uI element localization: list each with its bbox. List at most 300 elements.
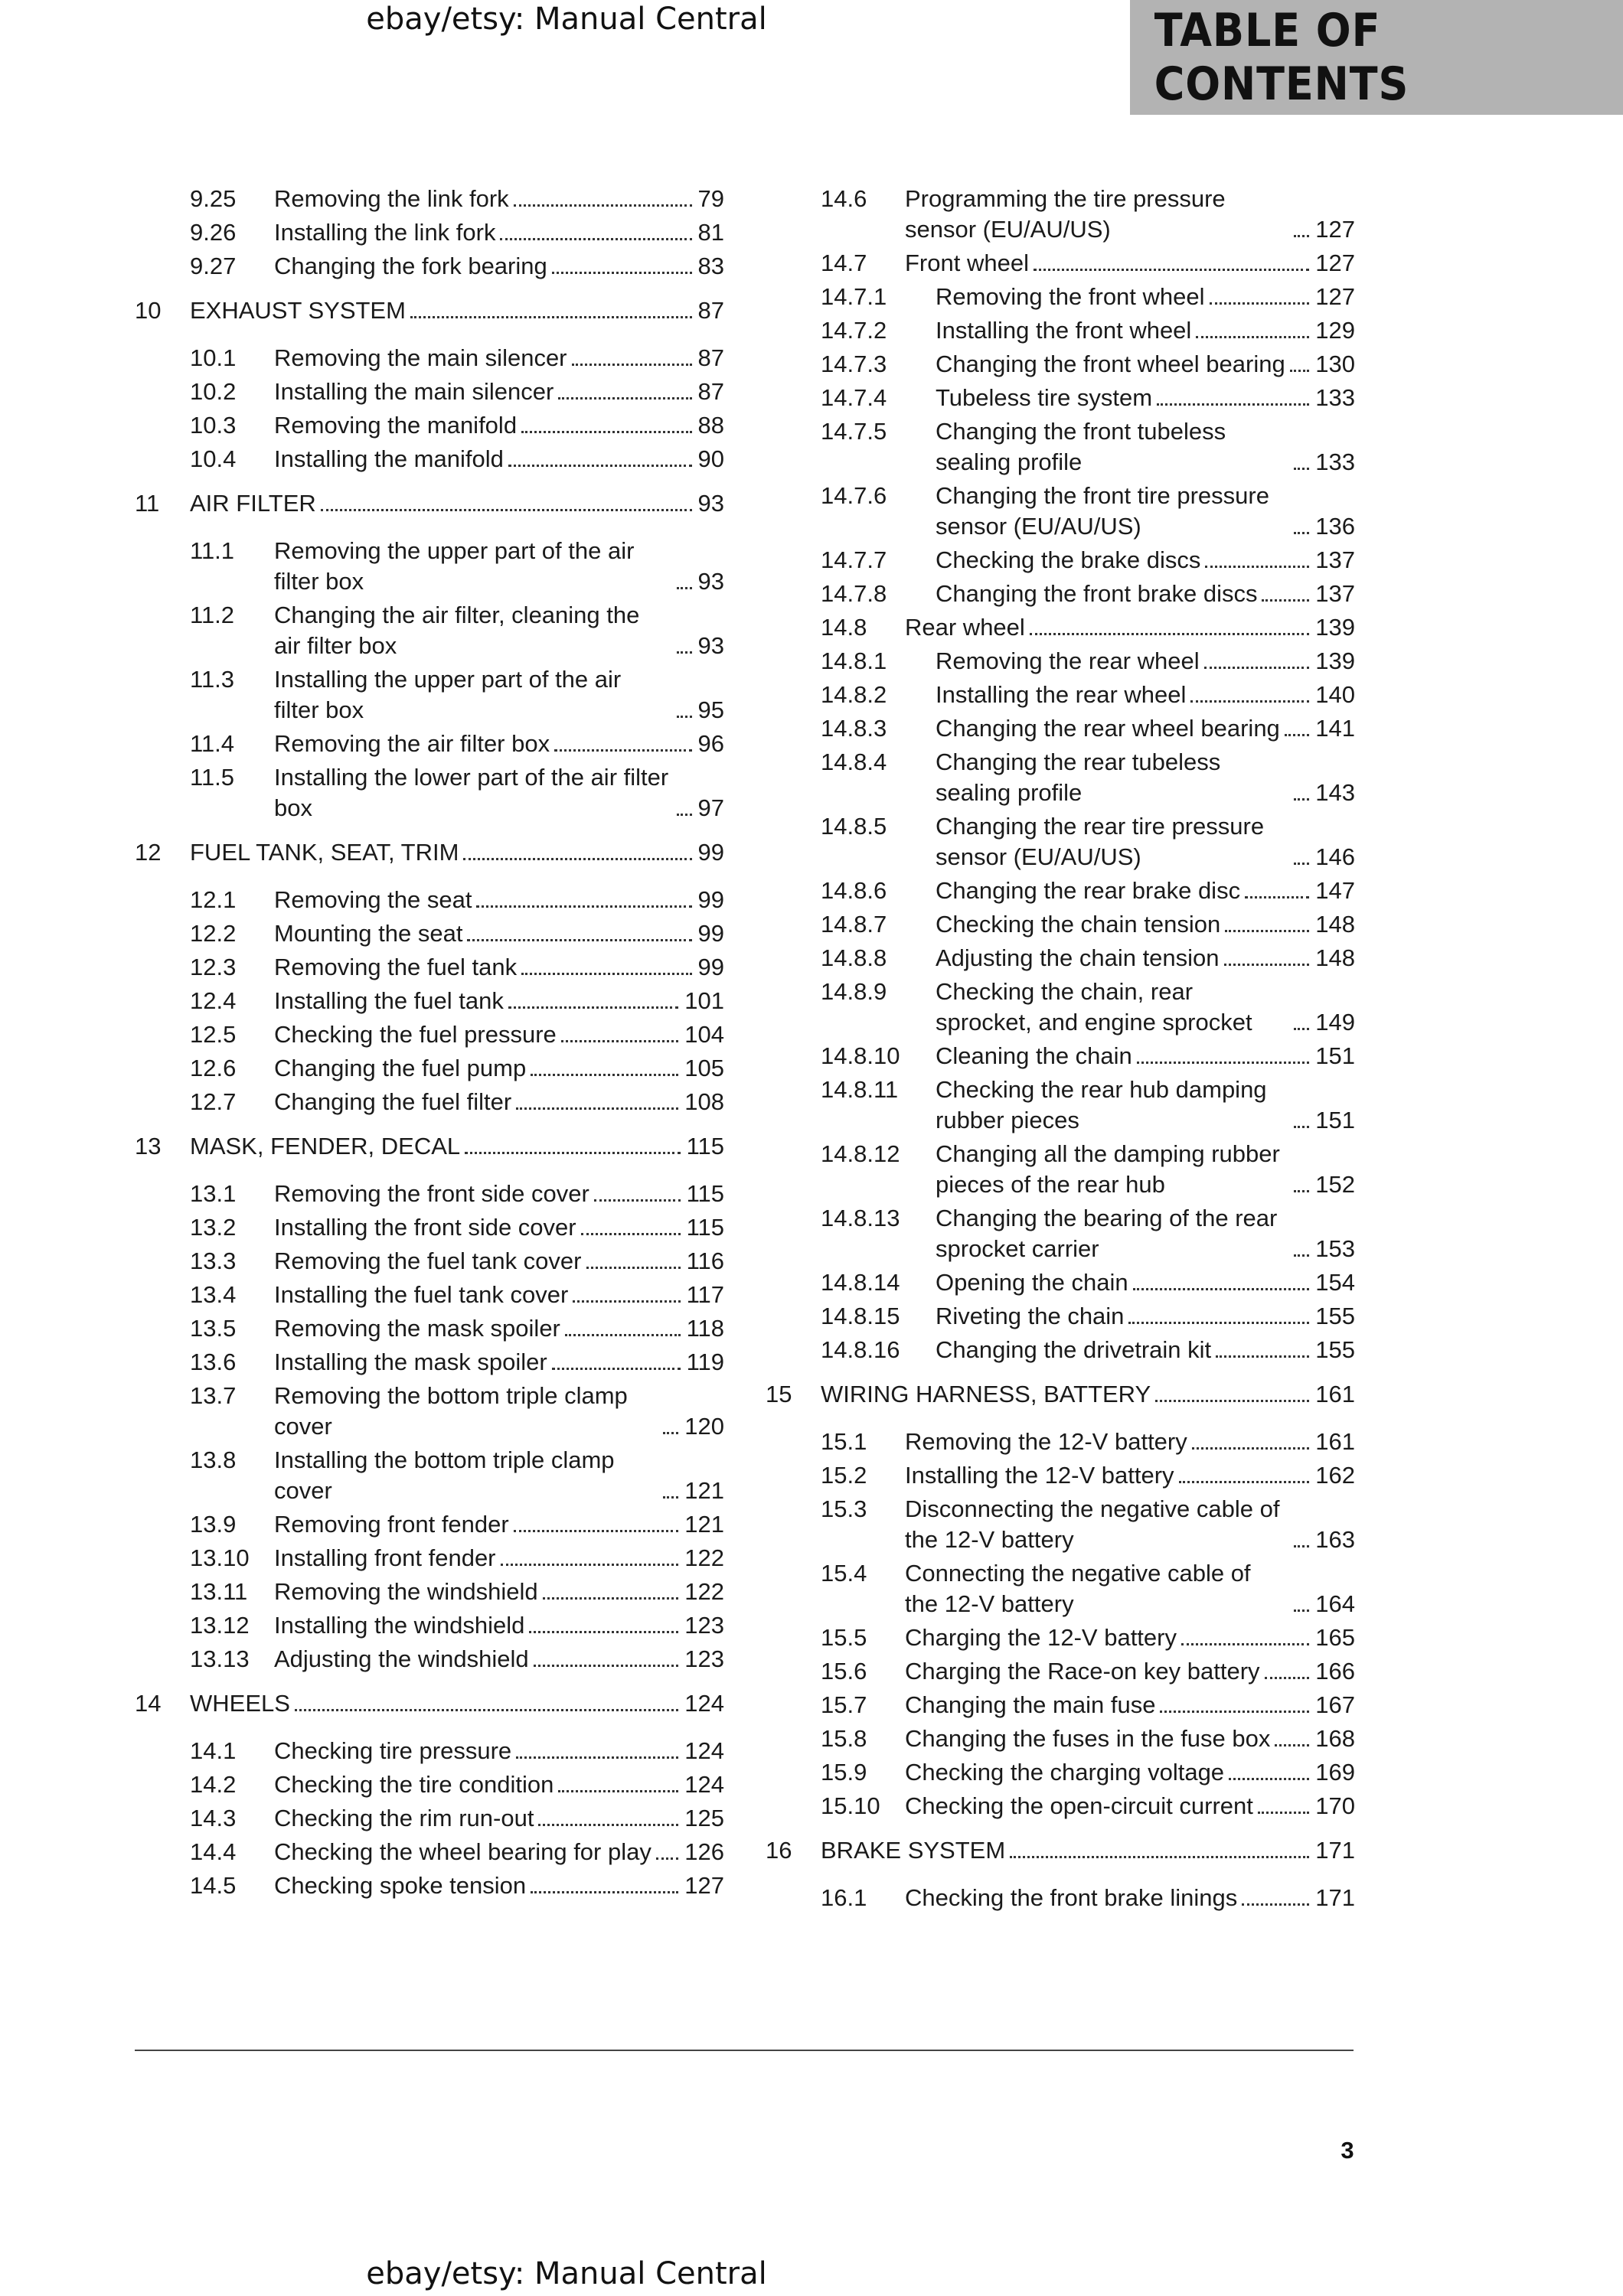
toc-entry-title: BRAKE SYSTEM [821, 1837, 1006, 1864]
toc-entry[interactable] [766, 747, 1355, 808]
toc-entry[interactable] [766, 315, 1355, 346]
toc-entry[interactable] [766, 1690, 1355, 1720]
dot-leader [1155, 1400, 1309, 1402]
toc-chapter-entry[interactable] [135, 1688, 724, 1719]
toc-entry-page: 81 [697, 219, 724, 246]
toc-entry-number: 14.8.15 [821, 1303, 900, 1329]
dot-leader [1294, 863, 1309, 865]
toc-entry[interactable] [766, 1427, 1355, 1457]
toc-chapter-entry[interactable] [135, 837, 724, 868]
toc-entry[interactable] [135, 1577, 724, 1607]
toc-entry-title: Changing the air filter, cleaning the air filter box [274, 602, 640, 659]
toc-entry-title: Removing front fender [274, 1511, 509, 1538]
dot-leader [1190, 700, 1309, 703]
toc-entry[interactable] [766, 579, 1355, 609]
toc-entry-page: 124 [684, 1771, 724, 1798]
toc-entry[interactable] [766, 1623, 1355, 1653]
toc-entry-page: 127 [1315, 283, 1355, 310]
toc-entry-number: 12.2 [190, 920, 237, 947]
dot-leader [321, 509, 692, 511]
toc-entry-number: 14.8 [821, 614, 867, 641]
toc-entry-page: 118 [686, 1315, 724, 1342]
toc-entry[interactable] [766, 943, 1355, 974]
toc-entry-page: 124 [684, 1737, 724, 1764]
watermark-bottom: ebay/etsy: Manual Central [366, 2256, 767, 2291]
toc-entry[interactable] [135, 1087, 724, 1117]
dot-leader [677, 587, 692, 589]
toc-entry-title: Removing the 12-V battery [905, 1428, 1187, 1455]
toc-entry-number: 11.1 [190, 537, 235, 564]
toc-entry-number: 11.3 [190, 666, 235, 693]
toc-entry-title: Mounting the seat [274, 920, 463, 947]
toc-entry[interactable] [135, 1347, 724, 1378]
toc-entry-title: Changing the rear brake disc [936, 877, 1241, 904]
toc-entry[interactable] [766, 977, 1355, 1038]
toc-entry[interactable] [766, 1883, 1355, 1913]
dot-leader [538, 1824, 678, 1826]
toc-entry-page: 161 [1315, 1428, 1355, 1455]
toc-entry-page: 133 [1315, 448, 1355, 475]
dot-leader [1034, 269, 1309, 271]
toc-entry-title: Opening the chain [936, 1269, 1128, 1296]
toc-entry[interactable] [135, 1837, 724, 1867]
dot-leader [1294, 468, 1309, 470]
toc-entry-title: Changing the fuel pump [274, 1055, 527, 1081]
toc-entry-title: Installing the main silencer [274, 378, 554, 405]
toc-entry[interactable] [135, 1543, 724, 1574]
toc-entry[interactable] [766, 1460, 1355, 1491]
toc-entry-number: 13.11 [190, 1578, 248, 1605]
toc-entry-page: 101 [684, 987, 724, 1014]
toc-entry-page: 115 [686, 1180, 724, 1207]
toc-entry-page: 170 [1315, 1792, 1355, 1819]
toc-entry-title: WIRING HARNESS, BATTERY [821, 1381, 1151, 1407]
toc-entry[interactable] [766, 1757, 1355, 1788]
toc-entry[interactable] [766, 1791, 1355, 1821]
dot-leader [1290, 370, 1310, 372]
dot-leader [516, 1107, 678, 1110]
dot-leader [531, 1074, 678, 1076]
dot-leader [1294, 798, 1309, 801]
toc-entry[interactable] [766, 876, 1355, 906]
dot-leader [529, 1631, 678, 1633]
dot-leader [295, 1709, 678, 1711]
section-header [1130, 0, 1623, 115]
toc-entry-page: 121 [684, 1511, 724, 1538]
toc-entry-page: 121 [684, 1477, 724, 1504]
toc-entry-page: 155 [1315, 1303, 1355, 1329]
toc-entry-title: WHEELS [190, 1690, 290, 1717]
toc-entry-title: Changing the front tire pressure sensor (EU/AU/US) [936, 482, 1269, 540]
toc-entry[interactable] [766, 1075, 1355, 1136]
dot-leader [1030, 633, 1309, 635]
toc-entry-page: 115 [686, 1214, 724, 1241]
toc-entry[interactable] [766, 545, 1355, 576]
toc-entry-page: 93 [697, 568, 724, 595]
toc-entry-title: Installing the front wheel [936, 317, 1192, 344]
toc-entry-number: 14.7.5 [821, 418, 887, 445]
dot-leader [1294, 1190, 1309, 1192]
toc-entry[interactable] [135, 1019, 724, 1050]
toc-entry-page: 151 [1315, 1042, 1355, 1069]
toc-entry-number: 12.7 [190, 1088, 237, 1115]
footer-divider [135, 2050, 1354, 2051]
dot-leader [561, 1040, 679, 1042]
dot-leader [1192, 1447, 1310, 1450]
toc-entry-page: 88 [697, 412, 724, 439]
toc-entry-page: 143 [1315, 779, 1355, 806]
toc-entry[interactable] [135, 410, 724, 441]
toc-entry-number: 14.8.11 [821, 1076, 899, 1103]
toc-entry[interactable] [135, 184, 724, 214]
toc-entry-page: 154 [1315, 1269, 1355, 1296]
toc-entry-page: 149 [1315, 1009, 1355, 1035]
toc-entry-number: 14.7.4 [821, 384, 887, 411]
toc-entry-page: 151 [1315, 1107, 1355, 1133]
toc-chapter-entry[interactable] [766, 1835, 1355, 1866]
toc-entry-page: 130 [1315, 351, 1355, 377]
toc-entry-title: Removing the fuel tank [274, 954, 518, 980]
toc-entry[interactable] [135, 986, 724, 1016]
toc-entry[interactable] [766, 1203, 1355, 1264]
toc-entry-title: Installing the windshield [274, 1612, 525, 1639]
toc-entry-number: 14.6 [821, 185, 867, 212]
dot-leader [1205, 566, 1309, 568]
toc-entry-title: Disconnecting the negative cable of the 12-V battery [905, 1495, 1280, 1553]
toc-entry-title: Installing the front side cover [274, 1214, 576, 1241]
toc-entry[interactable] [135, 1445, 724, 1506]
toc-entry-title: Removing the air filter box [274, 730, 550, 757]
toc-entry-number: 14.8.10 [821, 1042, 900, 1069]
toc-entry-title: Charging the Race-on key battery [905, 1658, 1260, 1684]
dot-leader [500, 238, 691, 240]
toc-entry-title: Installing the 12-V battery [905, 1462, 1174, 1489]
toc-entry-page: 152 [1315, 1171, 1355, 1198]
toc-entry-title: Removing the seat [274, 886, 472, 913]
dot-leader [552, 1368, 681, 1370]
toc-entry-number: 13.1 [190, 1180, 237, 1207]
toc-entry[interactable] [766, 680, 1355, 710]
toc-entry[interactable] [135, 1509, 724, 1540]
toc-entry-number: 14.7.8 [821, 580, 887, 607]
toc-entry-page: 141 [1315, 715, 1355, 742]
dot-leader [1224, 964, 1310, 966]
toc-entry-number: 13.4 [190, 1281, 237, 1308]
toc-entry-number: 14.8.12 [821, 1140, 900, 1167]
toc-entry-title: Charging the 12-V battery [905, 1624, 1177, 1651]
dot-leader [586, 1267, 681, 1269]
toc-entry-page: 124 [684, 1690, 724, 1717]
toc-entry-number: 13.3 [190, 1247, 237, 1274]
toc-entry-title: Removing the front side cover [274, 1180, 589, 1207]
toc-chapter-entry[interactable] [135, 1131, 724, 1162]
dot-leader [514, 1530, 679, 1532]
toc-entry-number: 15.5 [821, 1624, 867, 1651]
toc-entry[interactable] [135, 343, 724, 373]
toc-entry-page: 147 [1315, 877, 1355, 904]
toc-entry[interactable] [766, 1267, 1355, 1298]
dot-leader [1010, 1856, 1309, 1858]
toc-entry-number: 10 [135, 297, 162, 324]
toc-entry[interactable] [135, 1610, 724, 1641]
toc-entry-number: 14.7.2 [821, 317, 887, 344]
toc-entry[interactable] [135, 1212, 724, 1243]
dot-leader [501, 1564, 679, 1566]
toc-entry-title: Removing the mask spoiler [274, 1315, 560, 1342]
toc-entry-page: 116 [686, 1247, 724, 1274]
dot-leader [554, 749, 691, 752]
toc-entry[interactable] [766, 1301, 1355, 1332]
toc-entry-number: 13.6 [190, 1349, 237, 1375]
toc-entry[interactable] [135, 251, 724, 282]
toc-entry[interactable] [135, 918, 724, 949]
toc-entry[interactable] [135, 1179, 724, 1209]
toc-entry-number: 14.7 [821, 249, 867, 276]
toc-entry-page: 122 [684, 1544, 724, 1571]
toc-entry-title: Changing the rear tubeless sealing profile [936, 748, 1221, 806]
dot-leader [514, 204, 692, 207]
dot-leader [1181, 1643, 1309, 1645]
toc-entry-page: 171 [1315, 1837, 1355, 1864]
toc-entry-page: 90 [697, 445, 724, 472]
toc-entry-number: 10.4 [190, 445, 237, 472]
toc-entry-number: 14.8.1 [821, 647, 887, 674]
toc-entry-title: Checking the tire condition [274, 1771, 554, 1798]
dot-leader [1285, 734, 1309, 736]
dot-leader [521, 973, 691, 975]
dot-leader [572, 364, 692, 366]
toc-entry-number: 15.7 [821, 1691, 867, 1718]
toc-entry-number: 13.8 [190, 1446, 237, 1473]
toc-entry[interactable] [766, 349, 1355, 380]
toc-entry-number: 10.1 [190, 344, 237, 371]
toc-entry-page: 122 [684, 1578, 724, 1605]
toc-entry[interactable] [766, 612, 1355, 643]
toc-entry-title: Removing the windshield [274, 1578, 538, 1605]
toc-entry[interactable] [135, 600, 724, 661]
toc-entry-number: 15.1 [821, 1428, 867, 1455]
toc-entry-number: 15.2 [821, 1462, 867, 1489]
dot-leader [1262, 599, 1309, 602]
dot-leader [1245, 896, 1309, 899]
toc-entry-title: Rear wheel [905, 614, 1025, 641]
toc-entry-title: Checking the wheel bearing for play [274, 1838, 651, 1865]
toc-entry[interactable] [135, 444, 724, 475]
toc-entry[interactable] [766, 1139, 1355, 1200]
toc-entry-page: 137 [1315, 580, 1355, 607]
dot-leader [1179, 1481, 1310, 1483]
toc-entry[interactable] [766, 1724, 1355, 1754]
toc-entry-page: 166 [1315, 1658, 1355, 1684]
toc-entry[interactable] [135, 762, 724, 823]
toc-entry-title: Installing the upper part of the air filter box [274, 666, 622, 723]
toc-entry-page: 127 [1315, 249, 1355, 276]
toc-entry-number: 16.1 [821, 1884, 867, 1911]
toc-entry-title: Adjusting the chain tension [936, 944, 1220, 971]
toc-entry[interactable] [766, 1041, 1355, 1071]
toc-entry[interactable] [135, 1644, 724, 1675]
toc-entry[interactable] [135, 1246, 724, 1277]
dot-leader [1265, 1677, 1310, 1679]
toc-entry-page: 146 [1315, 843, 1355, 870]
toc-entry-title: Changing the rear tire pressure sensor (EU/AU/US) [936, 813, 1265, 870]
toc-entry-title: Installing the mask spoiler [274, 1349, 547, 1375]
toc-entry-title: Installing the link fork [274, 219, 496, 246]
toc-entry[interactable] [135, 664, 724, 726]
toc-entry[interactable] [766, 1335, 1355, 1365]
dot-leader [594, 1199, 681, 1202]
toc-entry[interactable] [766, 1558, 1355, 1619]
toc-entry-title: Connecting the negative cable of the 12-V battery [905, 1560, 1251, 1617]
toc-chapter-entry[interactable] [766, 1379, 1355, 1410]
toc-entry[interactable] [766, 248, 1355, 279]
dot-leader [1157, 403, 1309, 406]
toc-entry-page: 139 [1315, 614, 1355, 641]
toc-entry-number: 14.8.4 [821, 748, 887, 775]
toc-entry-number: 13.7 [190, 1382, 237, 1409]
dot-leader [508, 1006, 678, 1009]
page-title: TABLE OF CONTENTS [1154, 4, 1409, 111]
dot-leader [558, 397, 691, 400]
toc-entry[interactable] [135, 536, 724, 597]
toc-entry-number: 9.27 [190, 253, 237, 279]
dot-leader [677, 716, 692, 718]
toc-entry-page: 137 [1315, 546, 1355, 573]
toc-entry[interactable] [766, 909, 1355, 940]
toc-entry-title: Front wheel [905, 249, 1029, 276]
toc-entry[interactable] [135, 377, 724, 407]
toc-entry[interactable] [766, 184, 1355, 245]
dot-leader [467, 939, 691, 941]
toc-entry-page: 93 [697, 632, 724, 659]
toc-entry-page: 99 [697, 839, 724, 866]
dot-leader [581, 1233, 681, 1235]
toc-entry[interactable] [766, 383, 1355, 413]
toc-entry-number: 11.5 [190, 764, 235, 791]
toc-entry[interactable] [766, 416, 1355, 478]
dot-leader [1294, 1609, 1309, 1612]
toc-chapter-entry[interactable] [135, 295, 724, 326]
toc-entry-title: Checking the rim run-out [274, 1805, 534, 1831]
toc-entry-title: Changing the front tubeless sealing profile [936, 418, 1226, 475]
toc-chapter-entry[interactable] [135, 488, 724, 519]
page-number: 3 [1341, 2137, 1354, 2164]
toc-entry-number: 14.8.5 [821, 813, 887, 840]
toc-entry-number: 14.5 [190, 1872, 237, 1899]
toc-entry[interactable] [135, 1736, 724, 1766]
toc-entry-number: 15.10 [821, 1792, 880, 1819]
toc-entry-number: 14.8.9 [821, 978, 887, 1005]
toc-entry[interactable] [135, 1870, 724, 1901]
toc-entry-title: MASK, FENDER, DECAL [190, 1133, 461, 1159]
dot-leader [1294, 1126, 1309, 1128]
toc-entry-page: 119 [686, 1349, 724, 1375]
toc-entry[interactable] [135, 217, 724, 248]
toc-entry-title: Changing the front brake discs [936, 580, 1258, 607]
dot-leader [543, 1597, 679, 1600]
toc-entry-title: Checking the rear hub damping rubber pieces [936, 1076, 1267, 1133]
toc-entry[interactable] [135, 1803, 724, 1834]
toc-entry-page: 87 [697, 297, 724, 324]
toc-entry-title: Installing front fender [274, 1544, 496, 1571]
toc-entry-title: Installing the lower part of the air filter box [274, 764, 669, 821]
dot-leader [1294, 1545, 1309, 1548]
toc-entry-page: 168 [1315, 1725, 1355, 1752]
toc-entry-title: Removing the main silencer [274, 344, 567, 371]
toc-entry[interactable] [135, 1381, 724, 1442]
toc-entry-title: Installing the rear wheel [936, 681, 1187, 708]
dot-leader [465, 1152, 680, 1154]
toc-entry-number: 15.9 [821, 1759, 867, 1786]
toc-entry[interactable] [135, 1769, 724, 1800]
toc-entry-page: 117 [686, 1281, 724, 1308]
toc-entry-title: Checking the fuel pressure [274, 1021, 557, 1048]
toc-entry-number: 14.4 [190, 1838, 237, 1865]
toc-entry-title: Changing the fuses in the fuse box [905, 1725, 1271, 1752]
toc-entry[interactable] [135, 1313, 724, 1344]
toc-entry[interactable] [135, 885, 724, 915]
toc-entry-title: Programming the tire pressure sensor (EU/AU/US) [905, 185, 1226, 243]
toc-entry-title: Changing the rear wheel bearing [936, 715, 1280, 742]
toc-entry[interactable] [135, 729, 724, 759]
toc-entry[interactable] [135, 952, 724, 983]
dot-leader [1160, 1711, 1309, 1713]
toc-entry-page: 163 [1315, 1526, 1355, 1553]
dot-leader [516, 1756, 678, 1759]
toc-entry-page: 148 [1315, 911, 1355, 938]
toc-entry-title: Removing the fuel tank cover [274, 1247, 582, 1274]
dot-leader [463, 858, 691, 860]
dot-leader [677, 814, 692, 816]
toc-entry-title: EXHAUST SYSTEM [190, 297, 406, 324]
toc-entry-title: Checking the brake discs [936, 546, 1201, 573]
toc-entry[interactable] [766, 1494, 1355, 1555]
toc-entry-number: 14.8.13 [821, 1205, 900, 1231]
toc-entry[interactable] [766, 713, 1355, 744]
toc-entry[interactable] [135, 1053, 724, 1084]
dot-leader [573, 1300, 680, 1303]
dot-leader [1210, 302, 1310, 305]
toc-entry-number: 14.7.7 [821, 546, 887, 573]
toc-entry[interactable] [135, 1280, 724, 1310]
toc-entry-page: 164 [1315, 1590, 1355, 1617]
toc-entry-title: Changing the drivetrain kit [936, 1336, 1212, 1363]
toc-entry-number: 14.7.3 [821, 351, 887, 377]
toc-entry-number: 13.2 [190, 1214, 237, 1241]
toc-entry[interactable] [766, 646, 1355, 677]
toc-entry-page: 115 [686, 1133, 724, 1159]
toc-entry-page: 167 [1315, 1691, 1355, 1718]
toc-entry-title: Installing the manifold [274, 445, 504, 472]
toc-entry-title: Riveting the chain [936, 1303, 1125, 1329]
dot-leader [1133, 1288, 1310, 1290]
toc-entry-title: Removing the manifold [274, 412, 518, 439]
toc-entry[interactable] [766, 1656, 1355, 1687]
toc-entry-page: 95 [697, 696, 724, 723]
toc-entry-page: 133 [1315, 384, 1355, 411]
toc-entry-title: Changing the fork bearing [274, 253, 547, 279]
toc-entry-title: Installing the fuel tank [274, 987, 504, 1014]
toc-entry[interactable] [766, 811, 1355, 872]
toc-entry-title: Cleaning the chain [936, 1042, 1132, 1069]
toc-entry[interactable] [766, 282, 1355, 312]
toc-entry-number: 14.7.6 [821, 482, 887, 509]
toc-entry-title: Checking spoke tension [274, 1872, 527, 1899]
toc-entry-title: Checking the chain tension [936, 911, 1221, 938]
toc-entry-page: 171 [1315, 1884, 1355, 1911]
toc-entry[interactable] [766, 481, 1355, 542]
toc-entry-number: 13 [135, 1133, 162, 1159]
